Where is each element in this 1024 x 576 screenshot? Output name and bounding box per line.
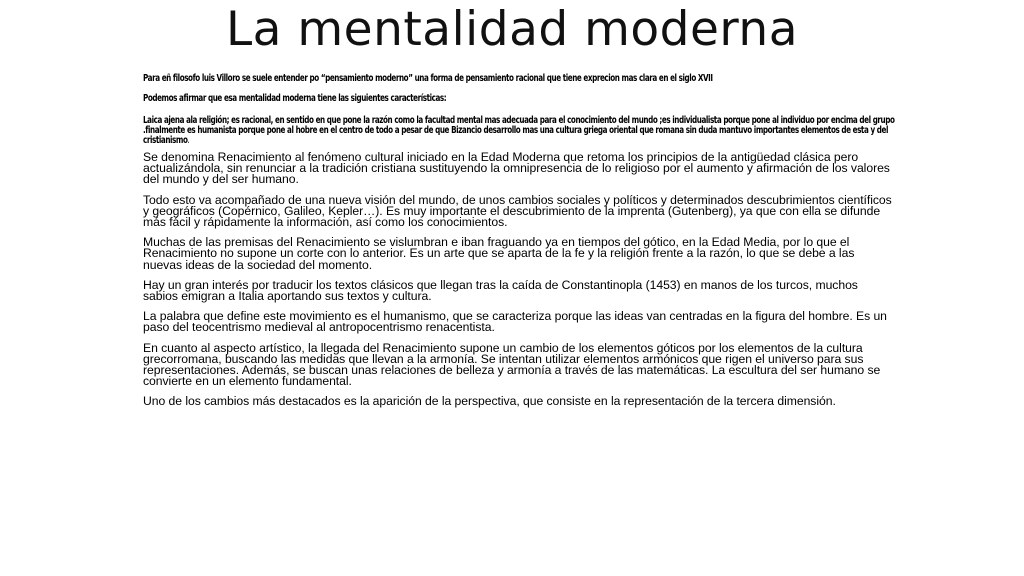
paragraph-renacimiento: Se denomina Renacimiento al fenómeno cultural iniciado en la Edad Moderna que retoma los principios de la antigüedad clásica pero actualizándola, sin renunciar a la tradición cristiana sustituyendo la omnipresencia de lo religioso por el aumento y afirmación de los valores del mundo y del ser humano.: [143, 150, 890, 187]
characteristics-heading: Podemos afirmar que esa mentalidad moderna tiene las siguientes características:: [143, 93, 447, 104]
slide-title: La mentalidad moderna: [225, 2, 799, 57]
characteristics-paragraph: [143, 116, 895, 146]
characteristics-period: .: [187, 135, 190, 146]
paragraph-artistico: En cuanto al aspecto artístico, la llegada del Renacimiento supone un cambio de los elementos góticos por los elementos de la cultura grecorromana, buscando las medidas que llevan a la armonía. Se intentan utilizar elementos armónicos que rigen el universo para sus representaciones. Además, se buscan unas relaciones de belleza y armonía a través de las matemáticas. La escultura del ser humano se convierte en un elemento fundamental.: [143, 340, 881, 389]
paragraph-perspectiva: Uno de los cambios más destacados es la aparición de la perspectiva, que consiste en la representación de la tercera dimensión.: [143, 394, 836, 409]
paragraph-premisas: Muchas de las premisas del Renacimiento se vislumbran e iban fraguando ya en tiempos del gótico, en la Edad Media, por lo que el Renacimiento no supone un corte con lo anterior. Es un arte que se aparta de la fe y la religión frente a la razón, lo que se debe a las nuevas ideas de la sociedad del momento.: [143, 235, 855, 272]
paragraph-constantinopla: Hay un gran interés por traducir los textos clásicos que llegan tras la caída de Constantinopla (1453) en manos de los turcos, muchos sabios emigran a Italia aportando sus textos y cultura.: [143, 277, 858, 304]
characteristics-text: Laica ajena ala religión; es racional, en sentido en que pone la razón como la facultad mental mas adecuada para el conocimiento del mundo ;es individualista porque pone al individuo por encima del grupo .finalmente es humanista porque pone al hobre en el centro de todo a pesar de que Bizancio desarrollo mas una cultura griega oriental que romana sin duda mantuvo importantes elementos de esta y del cristianismo: [143, 115, 895, 146]
paragraph-humanismo: La palabra que define este movimiento es el humanismo, que se caracteriza porque las ideas van centradas en la figura del hombre. Es un paso del teocentrismo medieval al antropocentrismo renacentista.: [143, 309, 887, 335]
intro-paragraph: Para eñ filosofo luis Villoro se suele entender po “pensamiento moderno” una forma de pensamiento racional que tiene exprecion mas clara en el siglo XVII: [143, 73, 713, 84]
paragraph-vision-mundo: Todo esto va acompañado de una nueva visión del mundo, de unos cambios sociales y políticos y determinados descubrimientos científicos y geográficos (Copérnico, Galileo, Kepler…). Es muy importante el descubrimiento de la imprenta (Gutenberg), ya que con ella se difunde más fácil y rápidamente la información, así como los conocimientos.: [143, 192, 892, 230]
slide-body: [143, 74, 895, 417]
